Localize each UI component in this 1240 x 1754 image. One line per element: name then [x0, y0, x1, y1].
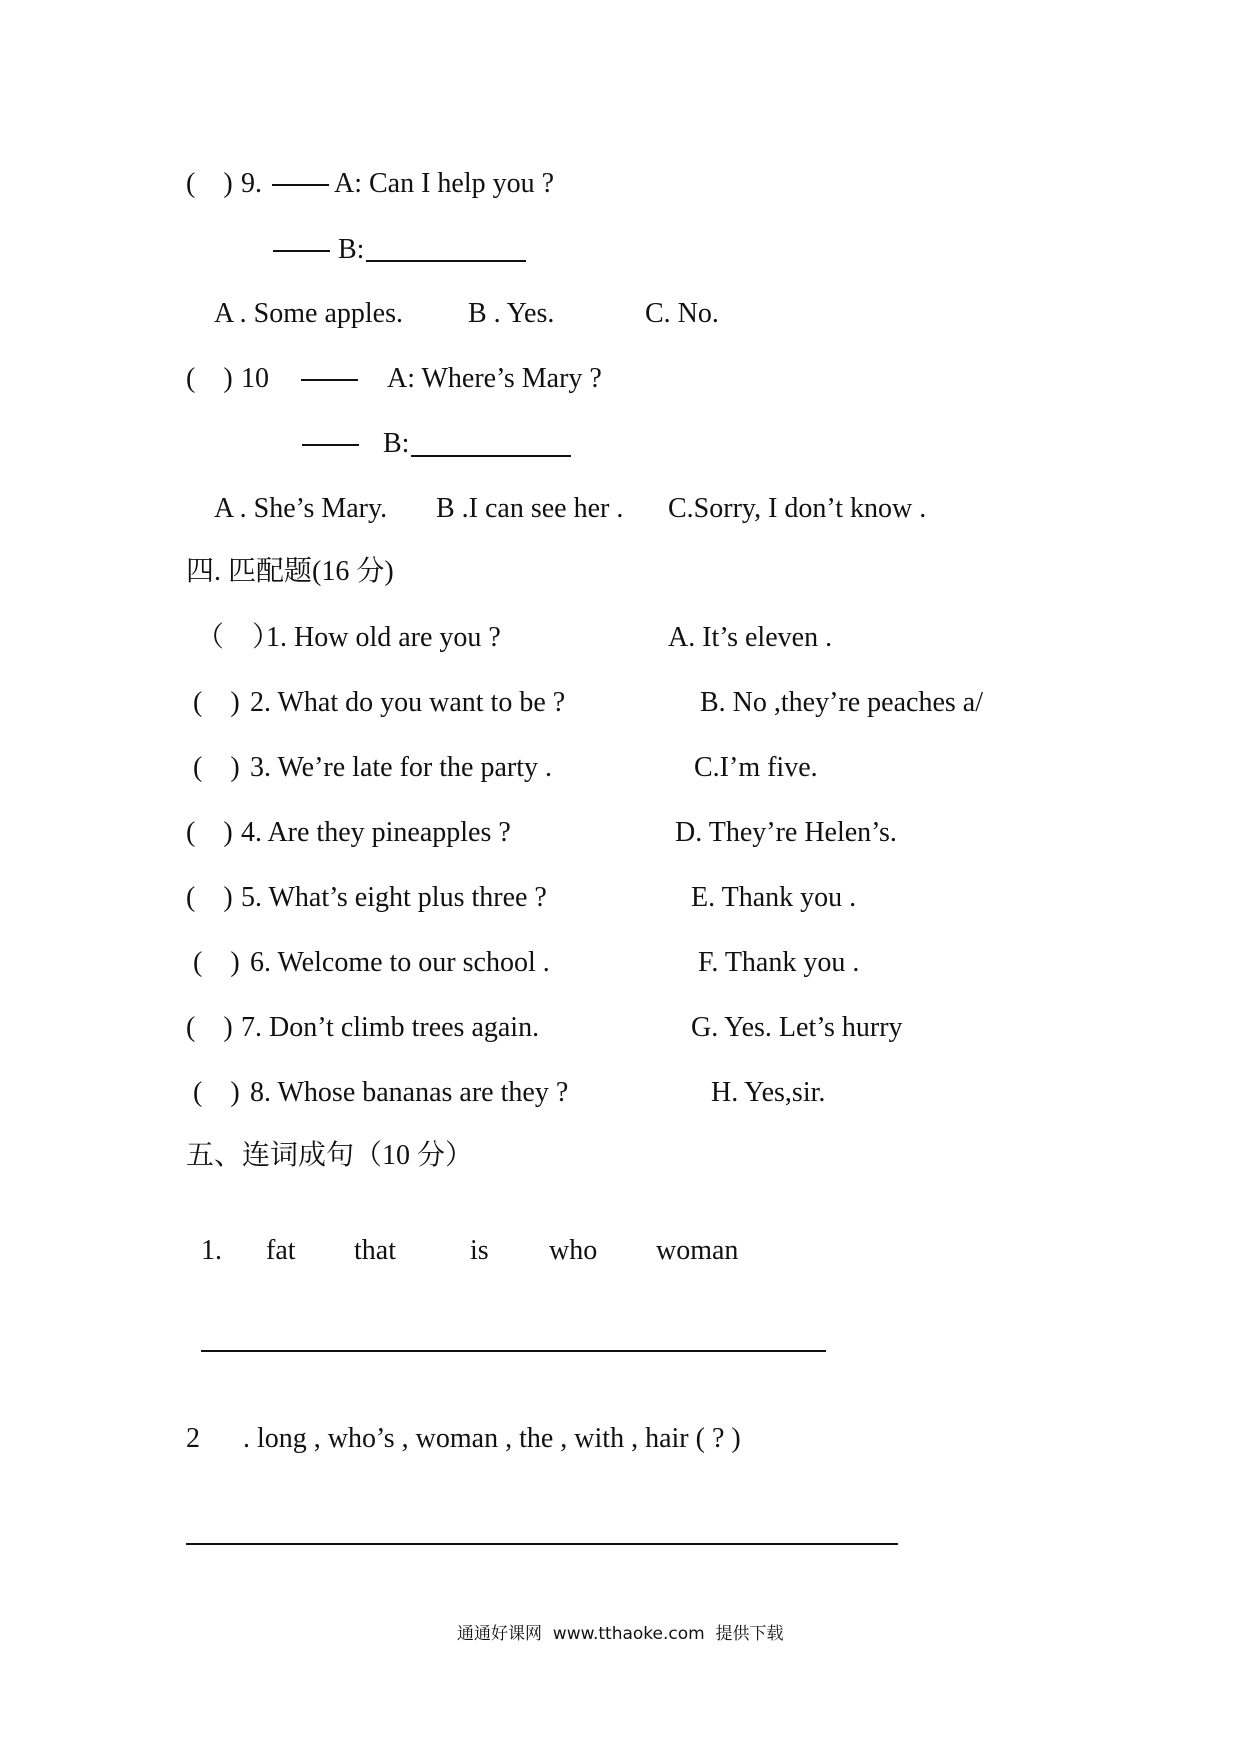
row-answer: D. They’re Helen’s. [675, 817, 897, 848]
row-bracket: ( ) [193, 1077, 240, 1108]
q9-option-a: A . Some apples. [214, 298, 403, 329]
row-bracket: （ ） [196, 622, 281, 653]
row-bracket: ( ) [193, 752, 240, 783]
q9-dash-a [272, 184, 329, 186]
item2-words: . long , who’s , woman , the , with , hair ( ? ) [243, 1423, 741, 1454]
row-bracket: ( ) [186, 882, 233, 913]
row-question: 6. Welcome to our school . [250, 947, 550, 978]
q9-option-c: C. No. [645, 298, 719, 329]
q10-dash-a [301, 379, 358, 381]
item1-word: who [549, 1235, 598, 1266]
item2-number: 2 [186, 1423, 200, 1454]
row-answer: H. Yes,sir. [711, 1077, 826, 1108]
q10-dash-b [302, 444, 359, 446]
row-answer: B. No ,they’re peaches a/ [700, 687, 983, 718]
item1-number: 1. [201, 1235, 222, 1266]
section4-heading: 四. 匹配题(16 分) [186, 556, 394, 587]
row-answer: E. Thank you . [691, 882, 857, 913]
row-answer: F. Thank you . [698, 947, 860, 978]
item1-word: is [470, 1235, 489, 1266]
q9-bracket: ( ) [186, 168, 233, 199]
q10-number: 10 [241, 363, 269, 394]
row-answer: C.I’m five. [694, 752, 818, 783]
q10-speaker-b: B: [383, 428, 410, 459]
q10-option-b: B .I can see her . [436, 493, 624, 524]
row-bracket: ( ) [186, 817, 233, 848]
q9-answer-blank [366, 260, 526, 262]
item1-word: fat [266, 1235, 296, 1266]
row-question: 1. How old are you ? [266, 622, 501, 653]
row-question: 8. Whose bananas are they ? [250, 1077, 569, 1108]
section5-heading: 五、连词成句（10 分） [186, 1140, 474, 1171]
q9-speaker-a: A: Can I help you ? [334, 168, 555, 199]
row-bracket: ( ) [193, 687, 240, 718]
item1-word: that [354, 1235, 396, 1266]
row-answer: A. It’s eleven . [668, 622, 833, 653]
q10-option-a: A . She’s Mary. [214, 493, 388, 524]
q10-answer-blank [411, 455, 571, 457]
row-question: 5. What’s eight plus three ? [241, 882, 547, 913]
item1-word: woman [656, 1235, 739, 1266]
q9-dash-b [273, 250, 330, 252]
q10-speaker-a: A: Where’s Mary ? [387, 363, 602, 394]
q9-option-b: B . Yes. [468, 298, 555, 329]
row-question: 3. We’re late for the party . [250, 752, 552, 783]
row-question: 2. What do you want to be ? [250, 687, 566, 718]
item2-answer-line [186, 1543, 898, 1545]
item1-answer-line [201, 1350, 826, 1352]
q10-bracket: ( ) [186, 363, 233, 394]
row-question: 7. Don’t climb trees again. [241, 1012, 540, 1043]
row-bracket: ( ) [186, 1012, 233, 1043]
q10-option-c: C.Sorry, I don’t know . [668, 493, 927, 524]
footer-credit: 通通好课网 www.tthaoke.com 提供下载 [457, 1624, 784, 1644]
row-question: 4. Are they pineapples ? [241, 817, 511, 848]
row-bracket: ( ) [193, 947, 240, 978]
row-answer: G. Yes. Let’s hurry [691, 1012, 903, 1043]
q9-number: 9. [241, 168, 262, 199]
q9-speaker-b: B: [338, 234, 365, 265]
